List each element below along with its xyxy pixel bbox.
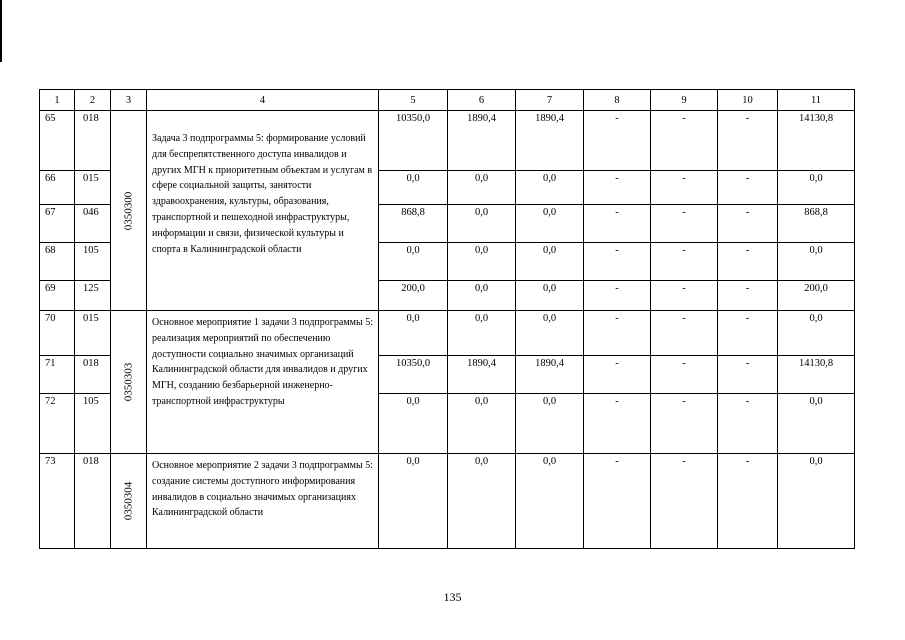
value-cell: 0,0 xyxy=(379,394,448,454)
value-cell: - xyxy=(584,311,651,356)
column-header: 9 xyxy=(651,90,718,111)
column-header: 5 xyxy=(379,90,448,111)
value-cell: - xyxy=(718,111,778,171)
program-code: 0350304 xyxy=(122,481,134,521)
row-number-cell: 69 xyxy=(40,281,75,311)
description-cell: Основное мероприятие 1 задачи 3 подпрограммы 5: реализация мероприятий по обеспечению доступности социально значимых организаций Калининградской области для инвалидов и других МГН, созданию безбарьерной инженерно-транспортной инфраструктуры xyxy=(147,311,379,454)
scan-edge-mark xyxy=(0,0,2,62)
value-cell: 14130,8 xyxy=(778,356,855,394)
row-number-cell: 70 xyxy=(40,311,75,356)
description-cell: Задача 3 подпрограммы 5: формирование условий для беспрепятственного доступа инвалидов и других МГН к приоритетным объектам и услугам в сфере социальной защиты, занятости здравоохранения, культуры, образования, транспортной и пешеходной инфраструктуры, информации и связи, физической культуры и спорта в Калининградской области xyxy=(147,111,379,311)
column-header: 6 xyxy=(448,90,516,111)
value-cell: 0,0 xyxy=(448,243,516,281)
program-code: 0350300 xyxy=(122,191,134,230)
value-cell: 0,0 xyxy=(379,311,448,356)
value-cell: 0,0 xyxy=(448,311,516,356)
value-cell: 1890,4 xyxy=(516,111,584,171)
value-cell: 0,0 xyxy=(379,454,448,549)
ministry-code-cell: 125 xyxy=(75,281,111,311)
value-cell: 868,8 xyxy=(778,205,855,243)
value-cell: 0,0 xyxy=(448,394,516,454)
value-cell: 0,0 xyxy=(778,394,855,454)
value-cell: - xyxy=(718,243,778,281)
value-cell: 10350,0 xyxy=(379,111,448,171)
value-cell: 1890,4 xyxy=(448,356,516,394)
value-cell: - xyxy=(718,205,778,243)
value-cell: - xyxy=(584,454,651,549)
program-code: 0350303 xyxy=(122,362,134,402)
column-header: 3 xyxy=(111,90,147,111)
row-number-cell: 67 xyxy=(40,205,75,243)
value-cell: - xyxy=(584,394,651,454)
row-number-cell: 71 xyxy=(40,356,75,394)
value-cell: - xyxy=(651,281,718,311)
value-cell: 200,0 xyxy=(379,281,448,311)
description-cell: Основное мероприятие 2 задачи 3 подпрограммы 5: создание системы доступного информирования инвалидов в социально значимых организациях Калининградской области xyxy=(147,454,379,549)
value-cell: - xyxy=(651,243,718,281)
value-cell: 0,0 xyxy=(778,243,855,281)
value-cell: 0,0 xyxy=(516,394,584,454)
value-cell: - xyxy=(718,171,778,205)
row-number-cell: 72 xyxy=(40,394,75,454)
value-cell: - xyxy=(584,281,651,311)
table-row xyxy=(40,311,855,356)
budget-table xyxy=(39,89,855,549)
program-code-cell xyxy=(111,311,147,454)
value-cell: - xyxy=(651,311,718,356)
column-header: 11 xyxy=(778,90,855,111)
value-cell: - xyxy=(651,205,718,243)
column-header: 1 xyxy=(40,90,75,111)
header-row xyxy=(40,90,855,111)
value-cell: 10350,0 xyxy=(379,356,448,394)
value-cell: 0,0 xyxy=(516,171,584,205)
row-number-cell: 68 xyxy=(40,243,75,281)
value-cell: 0,0 xyxy=(448,171,516,205)
value-cell: - xyxy=(651,394,718,454)
value-cell: 0,0 xyxy=(448,454,516,549)
value-cell: 0,0 xyxy=(778,171,855,205)
value-cell: 0,0 xyxy=(516,243,584,281)
value-cell: 14130,8 xyxy=(778,111,855,171)
ministry-code-cell: 018 xyxy=(75,356,111,394)
ministry-code-cell: 015 xyxy=(75,171,111,205)
ministry-code-cell: 015 xyxy=(75,311,111,356)
value-cell: - xyxy=(584,111,651,171)
value-cell: 0,0 xyxy=(516,311,584,356)
table-body xyxy=(40,111,855,549)
value-cell: - xyxy=(718,356,778,394)
value-cell: - xyxy=(651,356,718,394)
value-cell: - xyxy=(584,243,651,281)
value-cell: 0,0 xyxy=(778,454,855,549)
value-cell: - xyxy=(651,171,718,205)
value-cell: 0,0 xyxy=(448,281,516,311)
program-code-cell xyxy=(111,454,147,549)
value-cell: 1890,4 xyxy=(448,111,516,171)
ministry-code-cell: 046 xyxy=(75,205,111,243)
value-cell: - xyxy=(584,205,651,243)
ministry-code-cell: 105 xyxy=(75,243,111,281)
value-cell: 0,0 xyxy=(778,311,855,356)
value-cell: 868,8 xyxy=(379,205,448,243)
value-cell: 0,0 xyxy=(379,243,448,281)
column-header: 8 xyxy=(584,90,651,111)
value-cell: - xyxy=(718,454,778,549)
value-cell: - xyxy=(651,111,718,171)
column-header: 2 xyxy=(75,90,111,111)
ministry-code-cell: 018 xyxy=(75,454,111,549)
program-code-cell xyxy=(111,111,147,311)
row-number-cell: 66 xyxy=(40,171,75,205)
table-row xyxy=(40,454,855,549)
column-header: 4 xyxy=(147,90,379,111)
value-cell: 0,0 xyxy=(379,171,448,205)
value-cell: 0,0 xyxy=(516,205,584,243)
ministry-code-cell: 105 xyxy=(75,394,111,454)
value-cell: - xyxy=(584,356,651,394)
value-cell: - xyxy=(718,311,778,356)
value-cell: 0,0 xyxy=(516,454,584,549)
value-cell: - xyxy=(651,454,718,549)
value-cell: 0,0 xyxy=(516,281,584,311)
column-header: 10 xyxy=(718,90,778,111)
value-cell: 1890,4 xyxy=(516,356,584,394)
value-cell: - xyxy=(718,281,778,311)
value-cell: - xyxy=(718,394,778,454)
value-cell: - xyxy=(584,171,651,205)
table-row xyxy=(40,111,855,171)
column-header: 7 xyxy=(516,90,584,111)
row-number-cell: 73 xyxy=(40,454,75,549)
ministry-code-cell: 018 xyxy=(75,111,111,171)
value-cell: 0,0 xyxy=(448,205,516,243)
value-cell: 200,0 xyxy=(778,281,855,311)
page-number: 135 xyxy=(443,590,462,604)
row-number-cell: 65 xyxy=(40,111,75,171)
